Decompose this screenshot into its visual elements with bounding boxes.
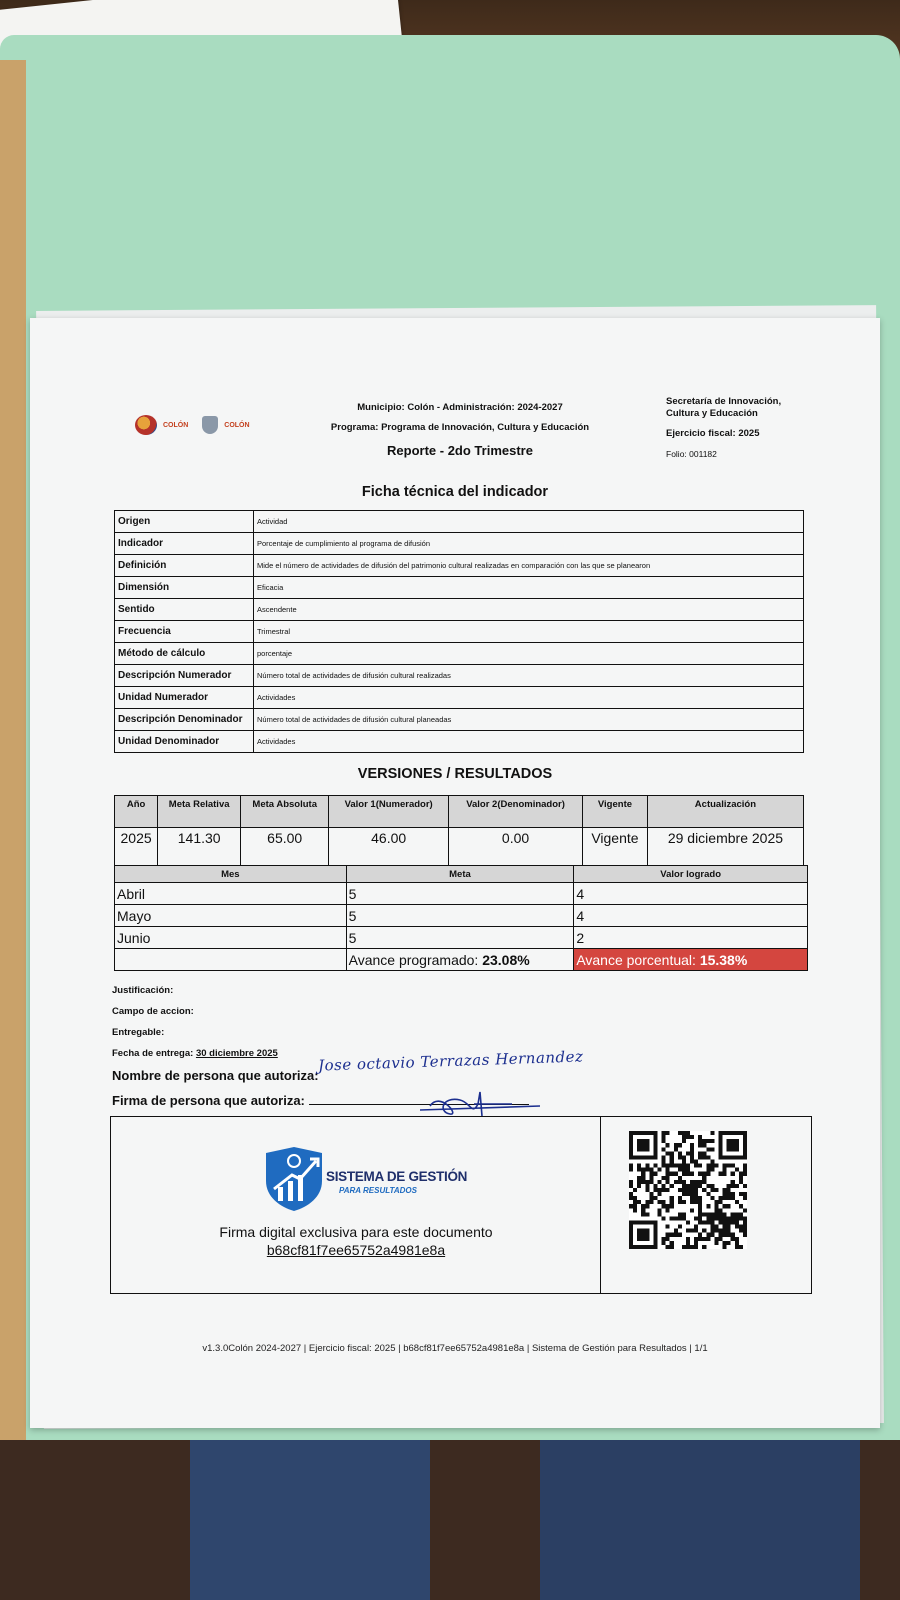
ficha-value: Número total de actividades de difusión cultural planeadas (254, 709, 804, 731)
avance-programado-value: 23.08% (482, 951, 530, 968)
ficha-value: Ascendente (254, 599, 804, 621)
avance-porcentual (574, 949, 808, 971)
qr-code-icon (629, 1131, 747, 1249)
firma-digital-text: Firma digital exclusiva para este documento (219, 1224, 493, 1240)
versiones-header: Año (115, 796, 158, 828)
ficha-row (115, 555, 804, 577)
fecha-entrega-value: 30 diciembre 2025 (195, 1048, 278, 1059)
firma-digital-hash: b68cf81f7ee65752a4981e8a (266, 1242, 446, 1258)
sistema-gestion-title: SISTEMA DE GESTIÓN (326, 1169, 468, 1184)
ficha-value: Trimestral (254, 621, 804, 643)
ficha-row (115, 511, 804, 533)
meses-table (114, 865, 808, 971)
background-leg-left (190, 1440, 430, 1600)
ficha-row (115, 731, 804, 753)
logo-text-2: COLÓN (224, 421, 250, 429)
logo-text-1: COLÓN (163, 421, 189, 429)
ficha-row (115, 643, 804, 665)
meses-cell: 4 (574, 905, 808, 927)
ficha-table (114, 510, 804, 753)
programa-text: Programa: Programa de Innovación, Cultura y Educación (330, 422, 590, 433)
versiones-cell: 65.00 (241, 828, 329, 868)
ficha-key: Sentido (115, 599, 254, 621)
firma-digital-text-block (111, 1223, 601, 1259)
ficha-row (115, 687, 804, 709)
campo-accion-label: Campo de accion: (112, 1006, 194, 1017)
nombre-autoriza-label: Nombre de persona que autoriza: (112, 1068, 319, 1083)
avance-programado-label: Avance programado: (348, 951, 479, 968)
firma-digital-left (111, 1117, 601, 1293)
meses-row (115, 905, 808, 927)
ficha-key: Unidad Denominador (115, 731, 254, 753)
meses-row (115, 927, 808, 949)
ficha-key: Descripción Numerador (115, 665, 254, 687)
meses-cell: Abril (115, 883, 347, 905)
sistema-gestion-subtitle: PARA RESULTADOS (339, 1186, 417, 1195)
ficha-title: Ficha técnica del indicador (361, 484, 549, 500)
versiones-header: Valor 2(Denominador) (449, 796, 583, 828)
versiones-header: Actualización (647, 796, 803, 828)
fecha-entrega (112, 1043, 278, 1064)
ficha-value: Mide el número de actividades de difusión del patrimonio cultural realizadas en comparación con las que se planearon (254, 555, 804, 577)
meses-row (115, 883, 808, 905)
ficha-value: Porcentaje de cumplimiento al programa de difusión (254, 533, 804, 555)
meses-header: Mes (115, 866, 347, 883)
versiones-cell: 46.00 (329, 828, 449, 868)
versiones-cell: 2025 (115, 828, 158, 868)
entregable-label: Entregable: (112, 1027, 165, 1038)
versiones-table (114, 795, 804, 868)
document-sheet (30, 318, 880, 1428)
avance-porcentual-value: 15.38% (699, 951, 748, 968)
secretaria-line-1: Secretaría de Innovación, (666, 396, 782, 407)
avance-row (115, 949, 808, 971)
shield-logo-icon (202, 416, 218, 434)
versiones-cell: 29 diciembre 2025 (647, 828, 803, 868)
background-leg-right (540, 1440, 860, 1600)
background-folder-edge (0, 60, 26, 1440)
ficha-row (115, 709, 804, 731)
handwritten-name: Jose octavio Terrazas Hernandez (317, 1047, 584, 1075)
footer-text: v1.3.0Colón 2024-2027 | Ejercicio fiscal: 2025 | b68cf81f7ee65752a4981e8a | Sistema de Gestión para Resultados | 1/1 (202, 1343, 708, 1354)
versiones-header: Meta Absoluta (241, 796, 329, 828)
ejercicio-fiscal: Ejercicio fiscal: 2025 (666, 428, 760, 439)
header-logos (135, 413, 250, 437)
ficha-key: Unidad Numerador (115, 687, 254, 709)
firma-digital-box (110, 1116, 812, 1294)
versiones-cell: Vigente (583, 828, 648, 868)
meses-cell: 5 (346, 883, 574, 905)
header-center (305, 398, 615, 461)
avance-empty-cell (115, 949, 347, 971)
versiones-header: Meta Relativa (158, 796, 241, 828)
secretaria-line-2: Cultura y Educación (666, 408, 758, 419)
ficha-value: Actividad (254, 511, 804, 533)
ficha-key: Origen (115, 511, 254, 533)
ficha-value: Actividades (254, 687, 804, 709)
meses-cell: Mayo (115, 905, 347, 927)
meses-cell: 5 (346, 927, 574, 949)
meses-header: Valor logrado (574, 866, 808, 883)
ficha-row (115, 599, 804, 621)
meses-cell: 2 (574, 927, 808, 949)
meses-cell: 4 (574, 883, 808, 905)
meses-cell: 5 (346, 905, 574, 927)
firma-autoriza-label: Firma de persona que autoriza: (112, 1093, 305, 1108)
ficha-value: Número total de actividades de difusión cultural realizadas (254, 665, 804, 687)
versiones-header: Valor 1(Numerador) (329, 796, 449, 828)
report-title: Reporte - 2do Trimestre (387, 443, 533, 458)
ficha-key: Descripción Denominador (115, 709, 254, 731)
ficha-value: Eficacia (254, 577, 804, 599)
header-right (666, 396, 866, 460)
ficha-row (115, 533, 804, 555)
meses-cell: Junio (115, 927, 347, 949)
municipio-logo-icon (135, 415, 157, 435)
meses-header: Meta (346, 866, 574, 883)
justificacion-label: Justificación: (112, 985, 174, 996)
ficha-key: Método de cálculo (115, 643, 254, 665)
avance-porcentual-label: Avance porcentual: (576, 951, 696, 968)
municipio-text: Municipio: Colón - Administración: 2024-2027 (357, 402, 563, 413)
folio: Folio: 001182 (666, 449, 717, 459)
ficha-key: Frecuencia (115, 621, 254, 643)
ficha-value: porcentaje (254, 643, 804, 665)
ficha-row (115, 665, 804, 687)
sistema-gestion-shield-icon (264, 1147, 324, 1211)
ficha-row (115, 621, 804, 643)
ficha-key: Dimensión (115, 577, 254, 599)
versiones-header: Vigente (583, 796, 648, 828)
versiones-cell: 141.30 (158, 828, 241, 868)
versiones-title: VERSIONES / RESULTADOS (357, 766, 553, 782)
avance-programado (346, 949, 574, 971)
ficha-row (115, 577, 804, 599)
ficha-key: Indicador (115, 533, 254, 555)
versiones-cell: 0.00 (449, 828, 583, 868)
campos-block (112, 980, 278, 1064)
fecha-entrega-label: Fecha de entrega: (112, 1048, 194, 1059)
ficha-key: Definición (115, 555, 254, 577)
ficha-value: Actividades (254, 731, 804, 753)
